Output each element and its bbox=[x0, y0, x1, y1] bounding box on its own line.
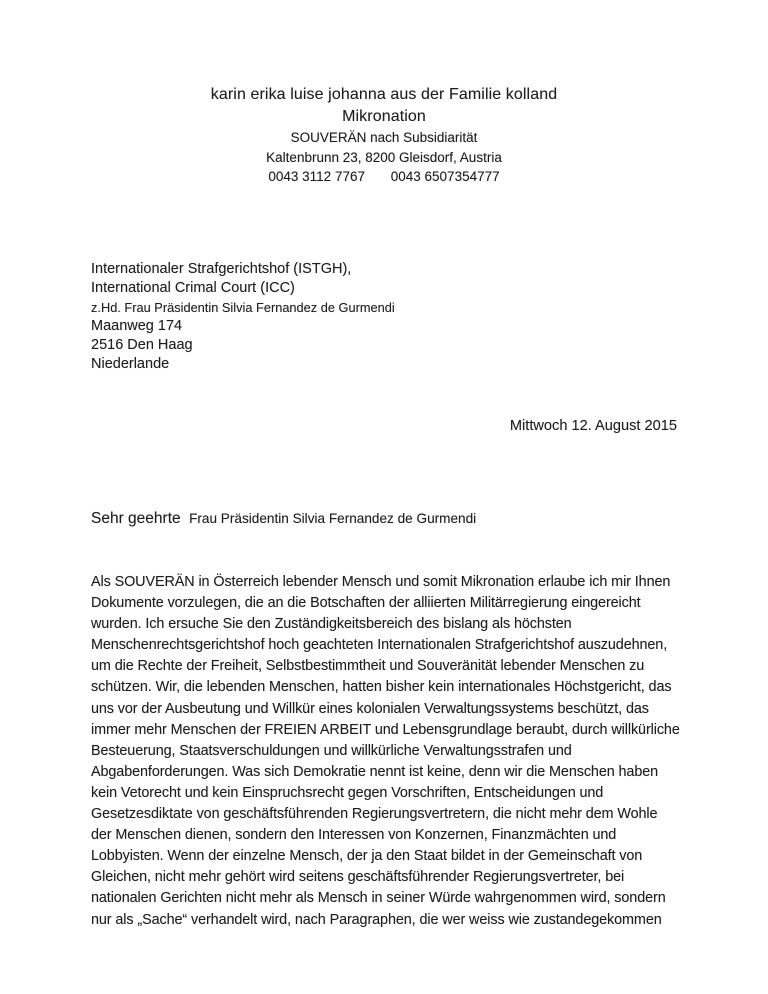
sender-phones bbox=[0, 167, 768, 187]
recipient-court-de: Internationaler Strafgerichtshof (ISTGH), bbox=[91, 261, 352, 277]
salutation-name: Frau Präsidentin Silvia Fernandez de Gurmendi bbox=[189, 511, 477, 526]
body-line: nur als „Sache“ verhandelt wird, nach Paragraphen, die wer weiss wie zustandegekommen bbox=[91, 911, 662, 928]
body-line: Abgabenforderungen. Was sich Demokratie nennt ist keine, denn wir die Menschen haben bbox=[91, 763, 659, 780]
recipient-address bbox=[91, 260, 395, 374]
letterhead bbox=[0, 84, 768, 187]
body-line: immer mehr Menschen der FREIEN ARBEIT und Lebensgrundlage beraubt, durch willkürliche bbox=[91, 721, 680, 738]
body-line: nationalen Gerichten nicht mehr als Mensch in seiner Würde wahrgenommen wird, sondern bbox=[91, 890, 666, 907]
body-line: Gesetzesdiktate von geschäftsführenden Regierungsvertretern, die nicht mehr dem Wohle bbox=[91, 806, 658, 823]
sender-org: Mikronation bbox=[342, 108, 426, 125]
body-line: Gleichen, nicht mehr gehört wird seitens geschäftsführender Regierungsvertreter, bei bbox=[91, 869, 625, 886]
body-line: der Menschen dienen, sondern den Interessen von Konzernen, Finanzmächten und bbox=[91, 827, 617, 844]
salutation-prefix: Sehr geehrte bbox=[91, 510, 181, 527]
letter-body bbox=[91, 572, 691, 931]
body-line: wurden. Ich ersuche Sie den Zuständigkeitsbereich des bislang als höchsten bbox=[91, 616, 572, 633]
recipient-court-en: International Crimal Court (ICC) bbox=[91, 280, 295, 296]
phone-number-primary: 0043 3112 7767 bbox=[268, 169, 365, 184]
phone-number-secondary: 0043 6507354777 bbox=[390, 169, 500, 184]
date-line: Mittwoch 12. August 2015 bbox=[509, 418, 677, 434]
body-line: Besteuerung, Staatsverschuldungen und willkürliche Verwaltungsstrafen und bbox=[91, 742, 572, 759]
body-line: kein Vetorecht und kein Einspruchsrecht gegen Vorschriften, Entscheidungen und bbox=[91, 784, 604, 801]
body-line: Dokumente vorzulegen, die an die Botschaften der alliierten Militärregierung eingereicht bbox=[91, 595, 641, 612]
body-line: schützen. Wir, die lebenden Menschen, hatten bisher kein internationales Höchstgericht, das bbox=[91, 679, 672, 696]
sender-status: SOUVERÄN nach Subsidiarität bbox=[290, 130, 478, 145]
sender-name: karin erika luise johanna aus der Familie kolland bbox=[210, 86, 558, 103]
body-line: Als SOUVERÄN in Österreich lebender Mensch und somit Mikronation erlaube ich mir Ihnen bbox=[91, 574, 671, 590]
recipient-country: Niederlande bbox=[91, 356, 170, 372]
body-line: Lobbyisten. Wenn der einzelne Mensch, der ja den Staat bildet in der Gemeinschaft von bbox=[91, 848, 643, 865]
salutation bbox=[91, 510, 476, 528]
body-line: Menschenrechtsgerichtshof hoch geachteten Internationalen Strafgerichtshof auszudehnen, bbox=[91, 637, 668, 654]
sender-address: Kaltenbrunn 23, 8200 Gleisdorf, Austria bbox=[266, 149, 502, 165]
recipient-street: Maanweg 174 bbox=[91, 318, 183, 334]
recipient-attention-line: z.Hd. Frau Präsidentin Silvia Fernandez de Gurmendi bbox=[91, 300, 395, 315]
recipient-city: 2516 Den Haag bbox=[91, 337, 193, 353]
body-line: uns vor der Ausbeutung und Willkür eines kolonialen Verwaltungssystems beschützt, das bbox=[91, 700, 649, 717]
body-line: um die Rechte der Freiheit, Selbstbestimmtheit und Souveränität lebender Menschen zu bbox=[91, 658, 645, 675]
